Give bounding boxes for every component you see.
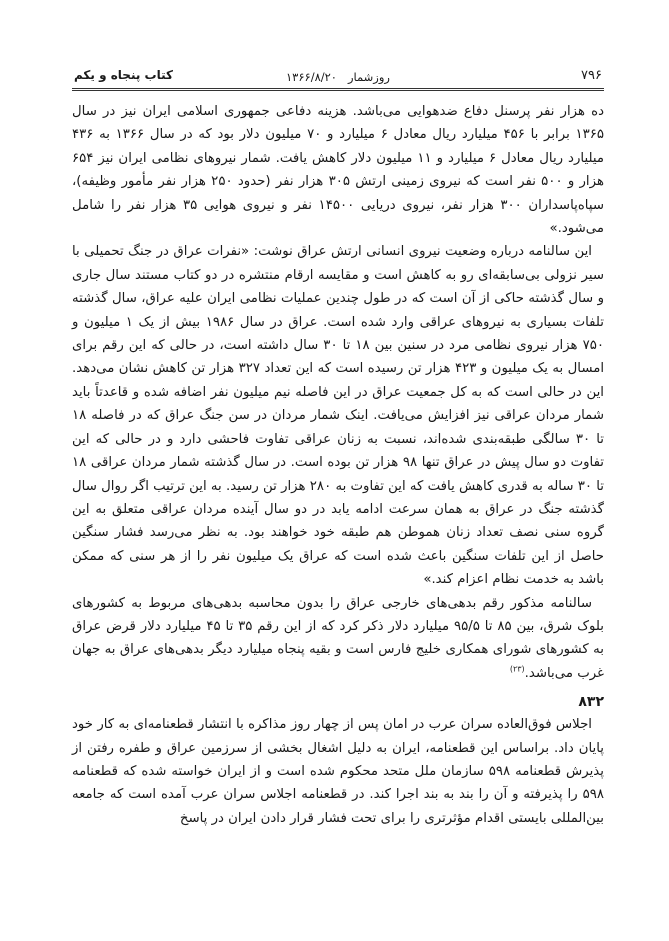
running-header (72, 66, 604, 91)
section-paragraph: اجلاس فوق‌العاده سران عرب در امان پس از چهار روز مذاکره با انتشار قطعنامه‌ای به کار خود پایان داد. براساس این قطعنامه، ایران به دلیل اشغال بخشی از سرزمین عراق و طفره رفتن از پذیرش قطعنامه ۵۹۸ سازمان ملل متحد محکوم شده است و از ایران خواسته شده که قطعنامه ۵۹۸ را پذیرفته و آن را بند به بند اجرا کند. در قطعنامه اجلاس سران عرب آمده است که جامعه بین‌المللی بایستی اقدام مؤثرتری را برای تحت فشار قرار دادن ایران در پاسخ (72, 717, 604, 826)
header-chronicle-label: روزشمار (347, 70, 390, 84)
section-number: ۸۳۲ (578, 694, 604, 711)
header-date: ۱۳۶۶/۸/۲۰ (286, 70, 337, 84)
paragraph-3 (72, 592, 604, 686)
body-text (72, 100, 604, 830)
paragraph-2: این سالنامه درباره وضعیت نیروی انسانی ارتش عراق نوشت: «نفرات عراق در جنگ تحمیلی با سیر نزولی بی‌سابقه‌ای رو به کاهش است و مقایسه ارقام منتشره در دو کتاب مستند سال جاری و سال گذشته حاکی از آن است که در طول چندین عملیات نظامی ایران علیه عراق، سال گذشته تلفات بسیاری به نیروهای عراقی وارد شده است. عراق در سال ۱۹۸۶ بیش از یک ۱ میلیون و ۷۵۰ هزار نیروی نظامی مرد در سنین بین ۱۸ تا ۳۰ سال داشته است، در حالی که این رقم برای امسال به یک میلیون و ۴۲۳ هزار تن رسیده است که این تعداد ۳۲۷ هزار تن کاهش نشان می‌دهد. این در حالی است که به کل جمعیت عراق در این فاصله نیم میلیون نفر اضافه شده و قاعدتاً باید شمار مردان عراقی نیز افزایش می‌یافت. اینک شمار مردان در سن جنگ عراق که در فاصله ۱۸ تا ۳۰ سالگی طبقه‌بندی شده‌اند، نسبت به زنان عراقی تفاوت فاحشی دارد و در حالی که این تفاوت دو سال پیش در عراق تنها ۹۸ هزار تن بوده است. در سال گذشته شمار مردان عراقی ۱۸ تا ۳۰ ساله به قدری کاهش یافت که این تفاوت به ۲۸۰ هزار تن رسید. به این ترتیب اگر روال سال گذشته جنگ در عراق به همان سرعت ادامه یابد در دو سال آینده مردان عراقی متعلق به این گروه سنی نصف تعداد زنان هموطن هم طبقه خود خواهند بود. به نظر می‌رسد فشار سنگین حاصل از این تلفات سنگین باعث شده است که عراق یک میلیون نفر را از هر سنی که ممکن باشد به خدمت نظام اعزام کند.» (72, 244, 605, 588)
paragraph-3-text: سالنامه مذکور رقم بدهی‌های خارجی عراق را بدون محاسبه بدهی‌های مربوط به کشورهای بلوک شرق، بین ۸۵ تا ۹۵/۵ میلیارد دلار ذکر کرد که از این رقم ۳۵ تا ۴۵ میلیارد دلار قرض عراق به کشورهای شورای همکاری خلیج فارس است و بقیه پنجاه میلیارد دیگر بدهی‌های عراق به جهان غرب می‌باشد. (72, 595, 604, 681)
page-number: ۷۹۶ (581, 68, 602, 83)
paragraph-1: ده هزار نفر پرسنل دفاع ضدهوایی می‌باشد. هزینه دفاعی جمهوری اسلامی ایران نیز در سال ۱۳۶۵ برابر با ۴۵۶ میلیارد ریال معادل ۶ میلیارد و ۷۰ میلیون دلار بود که در سال ۱۳۶۶ به ۴۳۶ میلیارد ریال معادل ۶ میلیارد و ۱۱ میلیون دلار کاهش یافت. شمار نیروهای نظامی ایران نیز ۶۵۴ هزار و ۵۰۰ نفر است که نیروی زمینی ارتش ۳۰۵ هزار نفر (حدود ۲۵۰ هزار نفر مأمور وظیفه)، سپاه‌پاسداران ۳۰۰ هزار نفر، نیروی دریایی ۱۴۵۰۰ نفر و نیروی هوایی ۳۵ هزار نفر را شامل می‌شود.» (72, 104, 605, 237)
book-title: کتاب پنجاه و یکم (74, 68, 173, 82)
document-page (72, 66, 604, 830)
footnote-marker[interactable]: (۲۳) (509, 664, 525, 674)
